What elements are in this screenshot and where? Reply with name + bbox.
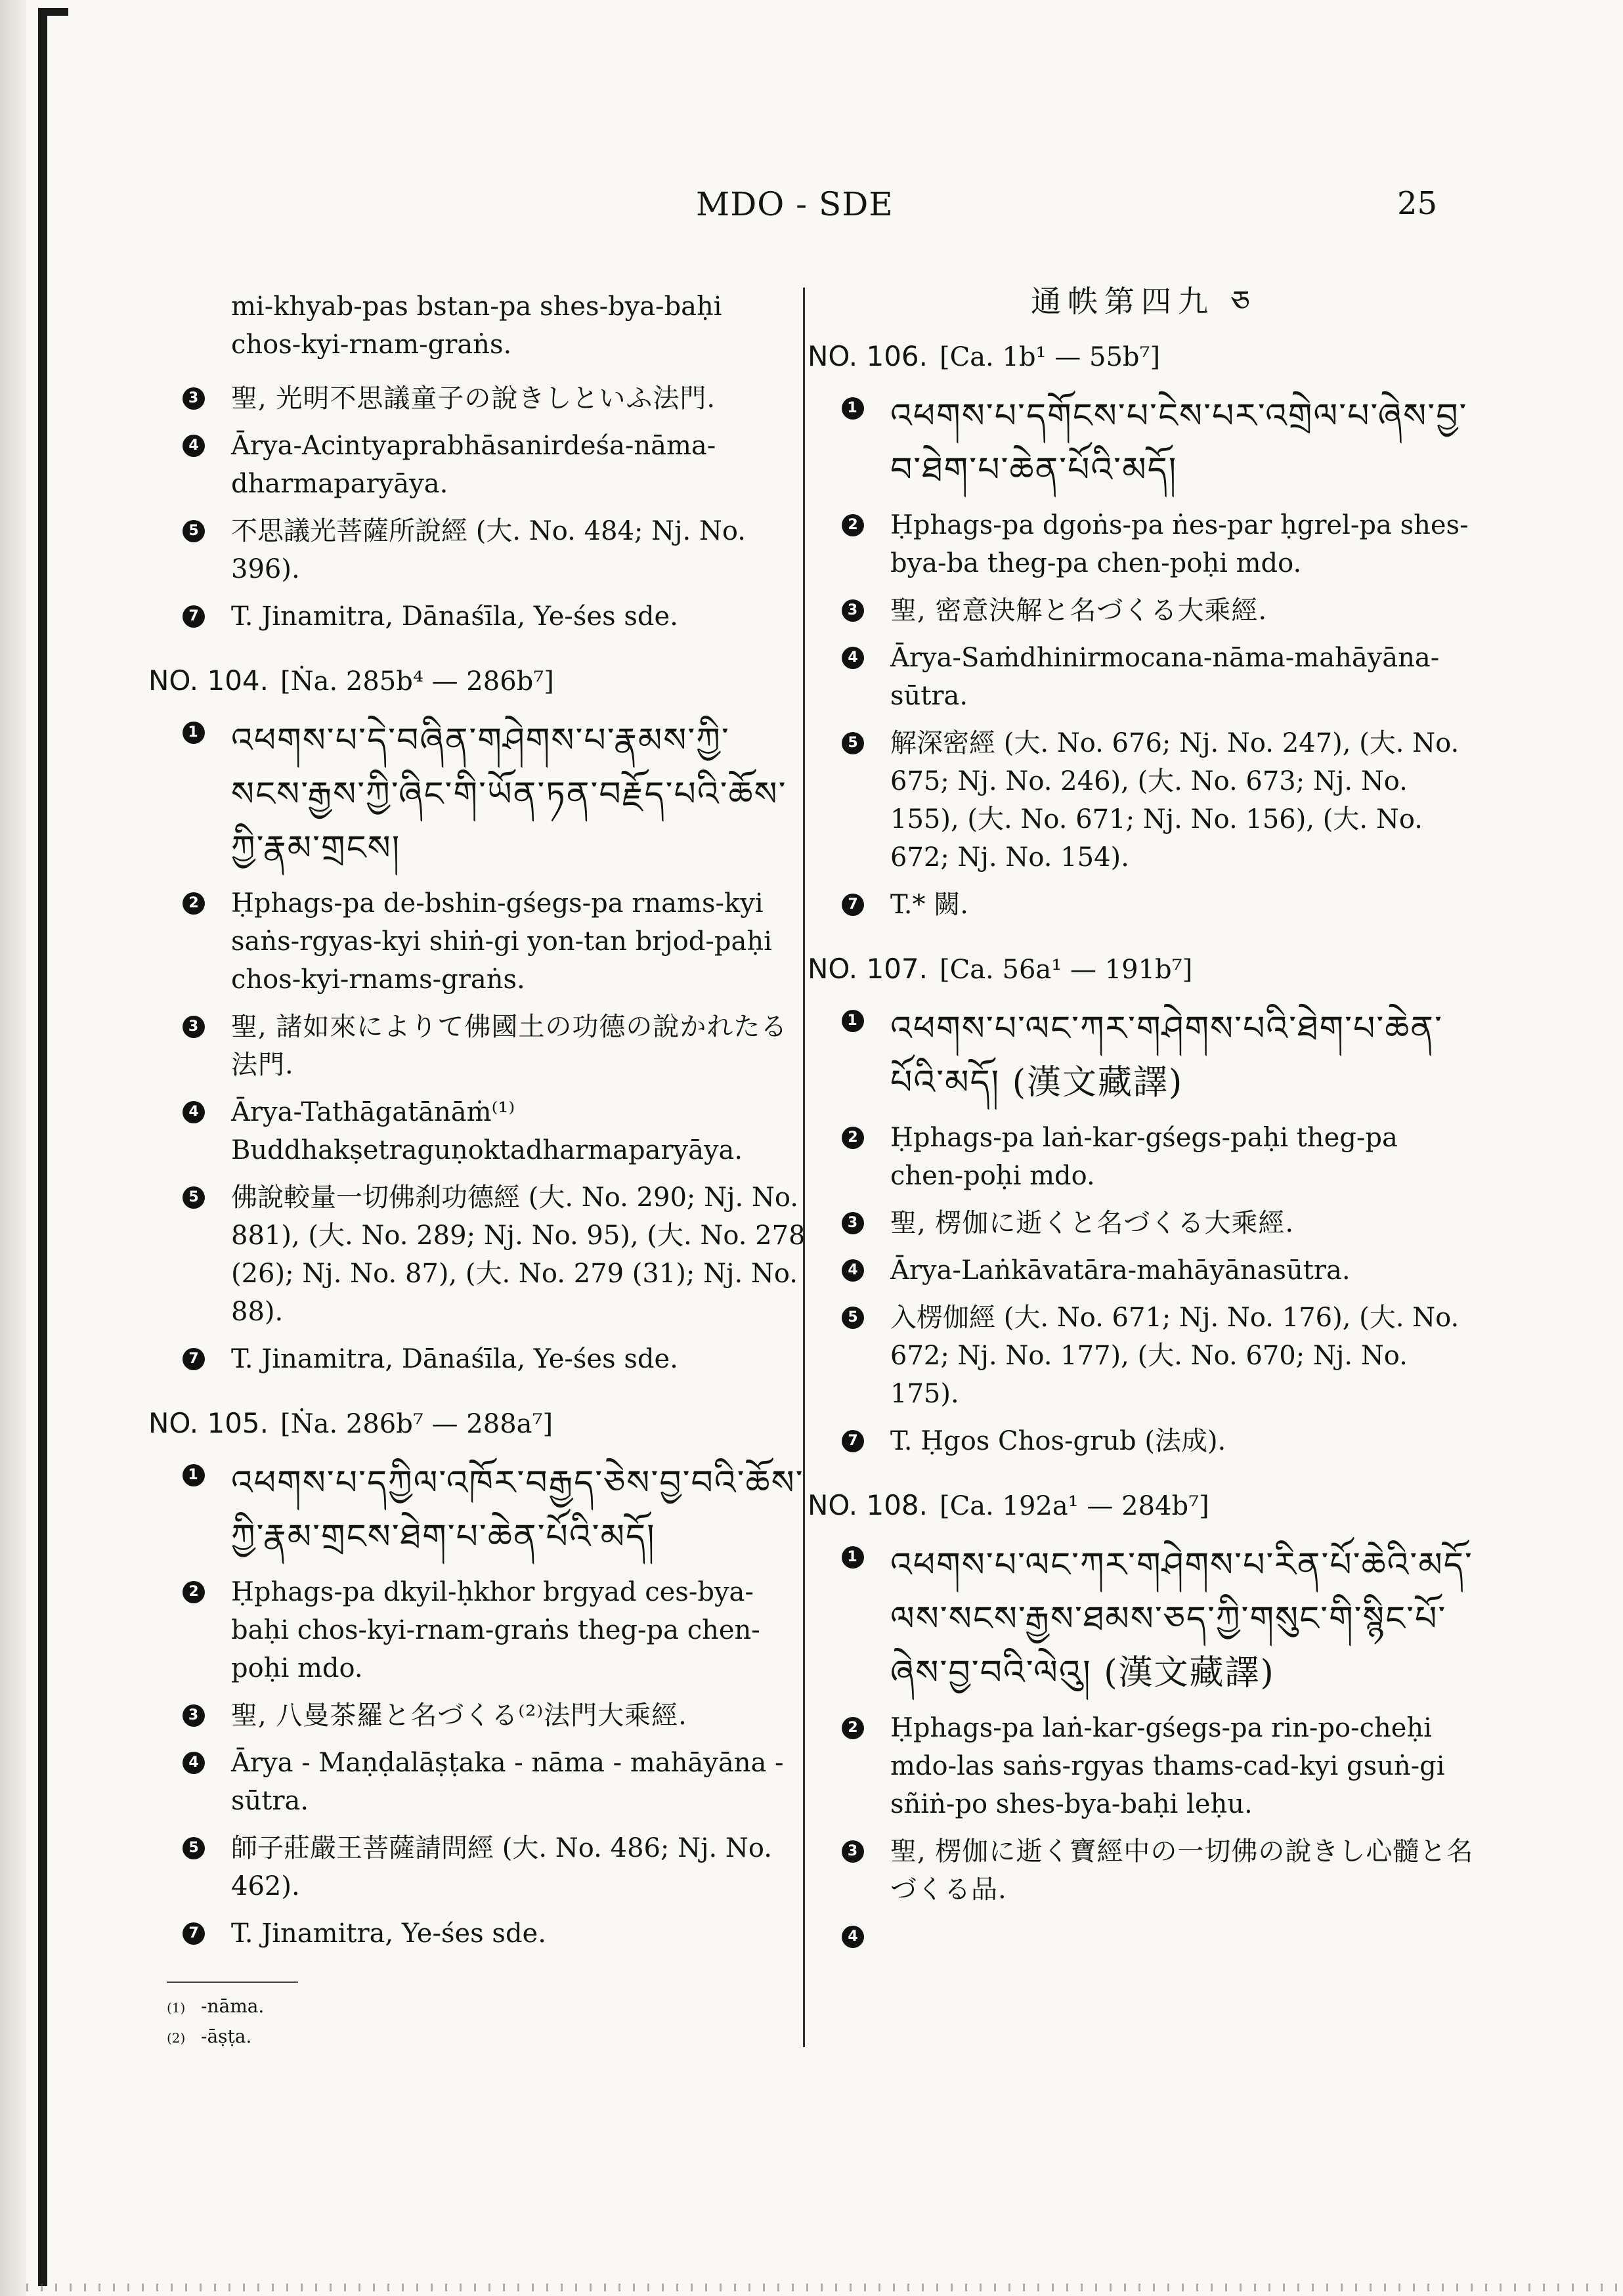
item-japanese: [150, 379, 806, 418]
marker-badge: 3: [842, 599, 864, 622]
item-text: Ārya-Laṅkāvatāra-mahāyānasūtra.: [890, 1255, 1351, 1286]
folio-ref: [Ca. 192a¹ — 284b⁷]: [940, 1491, 1209, 1521]
item-text: 聖, 光明不思議童子の說きしといふ法門.: [231, 383, 716, 414]
volume-heading: 通帙第四九 ཅ: [1031, 284, 1257, 319]
footnote: [167, 1992, 298, 2022]
footnote-rule: [167, 1982, 298, 1983]
marker-badge: 1: [842, 1010, 864, 1032]
marker-badge: 7: [842, 894, 864, 916]
marker-badge: 1: [183, 1464, 205, 1486]
item-translators: [809, 1422, 1479, 1460]
item-text: T. Jinamitra, Dānaśīla, Ye-śes sde.: [231, 601, 678, 632]
item-sanskrit: [150, 1093, 806, 1169]
marker-badge: 2: [842, 514, 864, 536]
item-tibetan: [150, 1456, 806, 1564]
footnotes: [167, 1982, 298, 2052]
item-translators: [150, 597, 806, 636]
item-japanese: [809, 592, 1479, 630]
item-text: 聖, 八曼茶羅と名づくる⁽²⁾法門大乘經.: [231, 1700, 687, 1731]
item-text: Ḥphags-pa laṅ-kar-gśegs-paḥi theg-pa chen-poḥi mdo.: [890, 1123, 1398, 1191]
item-transliteration: [809, 1709, 1479, 1823]
item-text: T. Jinamitra, Dānaśīla, Ye-śes sde.: [231, 1344, 678, 1374]
item-text: 聖, 諸如來によりて佛國土の功德の說かれたる法門.: [231, 1012, 788, 1080]
marker-badge: 7: [842, 1430, 864, 1452]
item-chinese: [809, 1299, 1479, 1413]
item-text: Ḥphags-pa laṅ-kar-gśegs-pa rin-po-cheḥi mdo-las saṅs-rgyas thams-cad-kyi gsuṅ-gi sñiṅ-po shes-bya-baḥi leḥu.: [890, 1713, 1445, 1819]
marker-badge: 7: [183, 1348, 205, 1370]
item-text: 聖, 密意決解と名づくる大乘經.: [890, 596, 1268, 626]
item-text: Ārya-Saṁdhinirmocana-nāma-mahāyāna-sūtra.: [890, 643, 1440, 711]
entry-number-label: NO. 107.: [808, 953, 928, 985]
item-text: Ḥphags-pa de-bshin-gśegs-pa rnams-kyi saṅs-rgyas-kyi shiṅ-gi yon-tan brjod-paḥi chos-kyi-rnams-graṅs.: [231, 888, 772, 995]
item-text: T. Jinamitra, Ye-śes sde.: [231, 1918, 546, 1949]
item-text: 入楞伽經 (大. No. 671; Nj. No. 176), (大. No. 672; Nj. No. 177), (大. No. 670; Nj. No. 175).: [890, 1303, 1460, 1409]
footnote-mark: (2): [167, 2030, 186, 2046]
item-sanskrit: [150, 1744, 806, 1820]
marker-badge: 2: [842, 1127, 864, 1149]
item-text: 解深密經 (大. No. 676; Nj. No. 247), (大. No. 675; Nj. No. 246), (大. No. 673; Nj. No. 155), (大. No. 671; Nj. No. 156), (大. No. 672; Nj. No. 154).: [890, 728, 1460, 873]
item-japanese: [809, 1832, 1479, 1909]
marker-badge: 5: [183, 520, 205, 542]
item-japanese: [809, 1204, 1479, 1242]
item-text: T. Ḥgos Chos-grub (法成).: [890, 1426, 1226, 1456]
marker-badge: 4: [842, 647, 864, 669]
item-text: འཕགས་པ་ལང་ཀར་གཤེགས་པའི་ཐེག་པ་ཆེན་པོའི་མདོ། (漢文藏譯): [890, 1009, 1443, 1102]
folio-ref: [Ca. 1b¹ — 55b⁷]: [940, 342, 1161, 372]
footnote: [167, 2022, 298, 2052]
marker-badge: 1: [183, 722, 205, 744]
page-number: 25: [1397, 185, 1438, 222]
item-text: T.* 闕.: [890, 890, 968, 920]
marker-badge: 4: [842, 1926, 864, 1948]
entry-106: [809, 337, 1479, 924]
marker-badge: 4: [183, 1752, 205, 1774]
item-sanskrit: [809, 639, 1479, 715]
marker-badge: 2: [183, 1581, 205, 1603]
running-header-title: MDO - SDE: [696, 185, 894, 223]
marker-badge: 5: [842, 732, 864, 754]
footnote-text: -āṣṭa.: [201, 2025, 252, 2047]
folio-ref: [Ṅa. 285b⁴ — 286b⁷]: [280, 666, 554, 697]
entry-108: [808, 1486, 1479, 1945]
marker-badge: 7: [183, 1922, 205, 1945]
entry-number: [808, 950, 1479, 989]
marker-badge: 5: [183, 1186, 205, 1209]
entry-number-label: NO. 106.: [808, 340, 928, 372]
footnote-mark: (1): [167, 2000, 186, 2016]
item-tibetan: [809, 1002, 1479, 1110]
item-sanskrit: [150, 427, 806, 503]
marker-badge: 4: [842, 1259, 864, 1282]
entry-number: [148, 1404, 806, 1443]
item-text: 聖, 楞伽に逝くと名づくる大乘經.: [890, 1208, 1295, 1238]
item-text: 師子莊嚴王菩薩請問經 (大. No. 486; Nj. No. 462).: [231, 1833, 773, 1901]
book-spine-shadow: [0, 0, 26, 2296]
marker-badge: 2: [183, 892, 205, 915]
marker-badge: 2: [842, 1717, 864, 1739]
item-text: འཕགས་པ་དཀྱིལ་འཁོར་བརྒྱད་ཅེས་བྱ་བའི་ཆོས་ཀྱི་རྣམ་གྲངས་ཐེག་པ་ཆེན་པོའི་མདོ།: [231, 1463, 804, 1557]
scan-edge-marks: [26, 2284, 1623, 2291]
right-column: [808, 282, 1479, 1945]
binding-bar: [38, 8, 47, 2286]
marker-badge: 3: [842, 1212, 864, 1234]
folio-ref: [Ṅa. 286b⁷ — 288a⁷]: [280, 1409, 553, 1439]
folio-ref: [Ca. 56a¹ — 191b⁷]: [940, 955, 1193, 985]
continuation-line: chos-kyi-rnam-graṅs.: [231, 330, 512, 360]
continuation-line: mi-khyab-pas bstan-pa shes-bya-baḥi: [231, 292, 722, 322]
item-text: Ārya-Tathāgatānāṁ⁽¹⁾ Buddhakṣetraguṇoktadharmaparyāya.: [231, 1097, 743, 1165]
item-translators: [150, 1915, 806, 1953]
marker-badge: 4: [183, 1101, 205, 1123]
entry-number: [808, 1486, 1479, 1525]
item-text: Ārya-Acintyaprabhāsanirdeśa-nāma-dharmaparyāya.: [231, 431, 716, 499]
item-text: 不思議光菩薩所說經 (大. No. 484; Nj. No. 396).: [231, 516, 747, 584]
entry-104: [150, 662, 806, 1378]
marker-badge: 3: [183, 387, 205, 410]
item-chinese: [150, 1829, 806, 1905]
item-chinese: [150, 512, 806, 588]
item-text: འཕགས་པ་དེ་བཞིན་གཤེགས་པ་རྣམས་ཀྱི་སངས་རྒྱས་ཀྱི་ཞིང་གི་ཡོན་ཏན་བརྗོད་པའི་ཆོས་ཀྱི་རྣམ་གྲངས།: [231, 721, 787, 868]
marker-badge: 5: [183, 1837, 205, 1859]
marker-badge: 3: [183, 1016, 205, 1038]
item-transliteration: [150, 884, 806, 999]
left-column: [150, 288, 806, 1979]
item-japanese: [150, 1008, 806, 1084]
item-text: Ḥphags-pa dkyil-ḥkhor brgyad ces-bya-baḥi chos-kyi-rnam-graṅs theg-pa chen-poḥi mdo.: [231, 1577, 760, 1683]
marker-badge: 7: [183, 605, 205, 628]
item-translators: [809, 886, 1479, 924]
item-japanese: [150, 1697, 806, 1735]
entry-number-label: NO. 104.: [148, 664, 269, 697]
entry-105: [150, 1404, 806, 1953]
marker-badge: 3: [183, 1704, 205, 1727]
item-sanskrit: [809, 1251, 1479, 1289]
entry-number: [808, 337, 1479, 376]
item-chinese: [150, 1179, 806, 1331]
item-transliteration: [150, 1573, 806, 1687]
marker-badge: 4: [183, 435, 205, 457]
entry-103-continuation: [150, 288, 806, 636]
marker-badge: 5: [842, 1307, 864, 1329]
entry-number: [148, 662, 806, 701]
item-tibetan: [150, 714, 806, 875]
item-translators: [150, 1340, 806, 1378]
entry-number-label: NO. 105.: [148, 1407, 269, 1439]
binding-hook: [38, 8, 68, 16]
item-tibetan: [809, 389, 1479, 497]
marker-badge: 1: [842, 397, 864, 420]
entry-107: [809, 950, 1479, 1460]
item-transliteration: [809, 1119, 1479, 1195]
item-text: 佛說較量一切佛刹功德經 (大. No. 290; Nj. No. 881), (大. No. 289; Nj. No. 95), (大. No. 278 (26); Nj. No. 87), (大. No. 279 (31); Nj. No. 88).: [231, 1182, 806, 1327]
item-text: 聖, 楞伽に逝く寶經中の一切佛の說きし心髓と名づくる品.: [890, 1836, 1474, 1905]
item-tibetan: [809, 1538, 1479, 1700]
marker-badge: 1: [842, 1546, 864, 1569]
item-chinese: [809, 724, 1479, 877]
item-text: འཕགས་པ་དགོངས་པ་ངེས་པར་འགྲེལ་པ་ཞེས་བྱ་བ་ཐེག་པ་ཆེན་པོའི་མདོ།: [890, 397, 1468, 490]
item-transliteration: [809, 506, 1479, 582]
item-text: འཕགས་པ་ལང་ཀར་གཤེགས་པ་རིན་པོ་ཆེའི་མདོ་ལས་སངས་རྒྱས་ཐམས་ཅད་ཀྱི་གསུང་གི་སྙིང་པོ་ཞེས་བྱ་བའི་ལེའུ། (漢文藏譯): [890, 1546, 1473, 1693]
footnote-text: -nāma.: [201, 1995, 265, 2017]
item-text: Ārya - Maṇḍalāṣṭaka - nāma - mahāyāna - sūtra.: [231, 1748, 784, 1816]
item-text: Ḥphags-pa dgoṅs-pa ṅes-par ḥgrel-pa shes-bya-ba theg-pa chen-poḥi mdo.: [890, 510, 1469, 578]
marker-badge: 3: [842, 1840, 864, 1863]
entry-number-label: NO. 108.: [808, 1489, 928, 1521]
